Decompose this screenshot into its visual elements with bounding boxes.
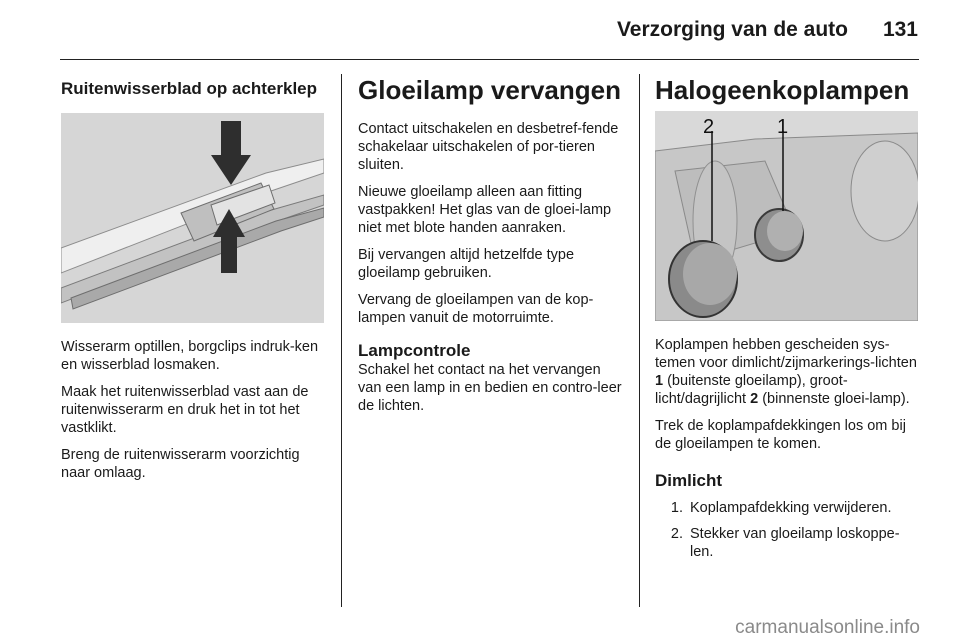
- headlamp-paragraph-1: Koplampen hebben gescheiden sys-temen voor dimlicht/zijmarkerings-lichten 1 (buitenste gloeilamp), groot-licht/dagrijlicht 2 (binnenste gloei-lamp).: [655, 337, 917, 407]
- subheading-lamp-check: Lampcontrole: [358, 341, 471, 360]
- wiper-blade-illustration: [61, 113, 324, 323]
- section-heading-wiper-blade: Ruitenwisserblad op achterklep: [61, 79, 318, 98]
- callout-label-2: 2: [703, 116, 715, 138]
- callout-label-1: 1: [777, 116, 789, 138]
- running-header-title: Verzorging van de auto: [616, 18, 848, 41]
- column-divider-1: [341, 74, 342, 607]
- wiper-paragraph-2: Maak het ruitenwisserblad vast aan de ruitenwisserarm en druk het in tot het vastklikt.: [61, 384, 309, 436]
- bulb-paragraph-2: Nieuwe gloeilamp alleen aan fitting vastpakken! Het glas van de gloei-lamp niet met blote handen aanraken.: [358, 184, 612, 236]
- column-bulb-replacement: [358, 74, 622, 424]
- headlamp-illustration: [655, 111, 918, 321]
- bulb-paragraph-1: Contact uitschakelen en desbetref-fende schakelaar uitschakelen of por-tieren sluiten.: [358, 121, 619, 173]
- bulb-paragraph-3: Bij vervangen altijd hetzelfde type gloeilamp gebruiken.: [358, 247, 575, 281]
- wiper-paragraph-1: Wisserarm optillen, borgclips indruk-ken en wisserblad losmaken.: [61, 339, 319, 373]
- column-halogen-headlamps: [655, 74, 921, 569]
- column-divider-2: [639, 74, 640, 607]
- column-wiper-blade: [61, 74, 324, 491]
- list-item: 1. Koplampafdekking verwijderen.: [670, 500, 892, 516]
- bulb-paragraph-4: Vervang de gloeilampen van de kop-lampen vanuit de motorruimte.: [358, 292, 594, 326]
- dipped-beam-steps: [655, 499, 921, 561]
- subheading-dipped-beam: Dimlicht: [655, 471, 723, 490]
- wiper-paragraph-3: Breng de ruitenwisserarm voorzichtig naar omlaag.: [61, 447, 300, 481]
- lamp-check-paragraph: Schakel het contact na het vervangen van een lamp in en bedien en contro-leer de lichten.: [358, 362, 622, 414]
- page-number: 131: [882, 18, 918, 41]
- watermark-text: carmanualsonline.info: [735, 617, 920, 638]
- section-heading-halogen-headlamps: Halogeenkoplampen: [655, 75, 910, 105]
- header-rule: [60, 59, 919, 60]
- headlamp-paragraph-2: Trek de koplampafdekkingen los om bij de gloeilampen te komen.: [655, 418, 906, 452]
- list-item: 2. Stekker van gloeilamp loskoppe-len.: [670, 526, 900, 560]
- section-heading-bulb-replacement: Gloeilamp vervangen: [358, 75, 621, 105]
